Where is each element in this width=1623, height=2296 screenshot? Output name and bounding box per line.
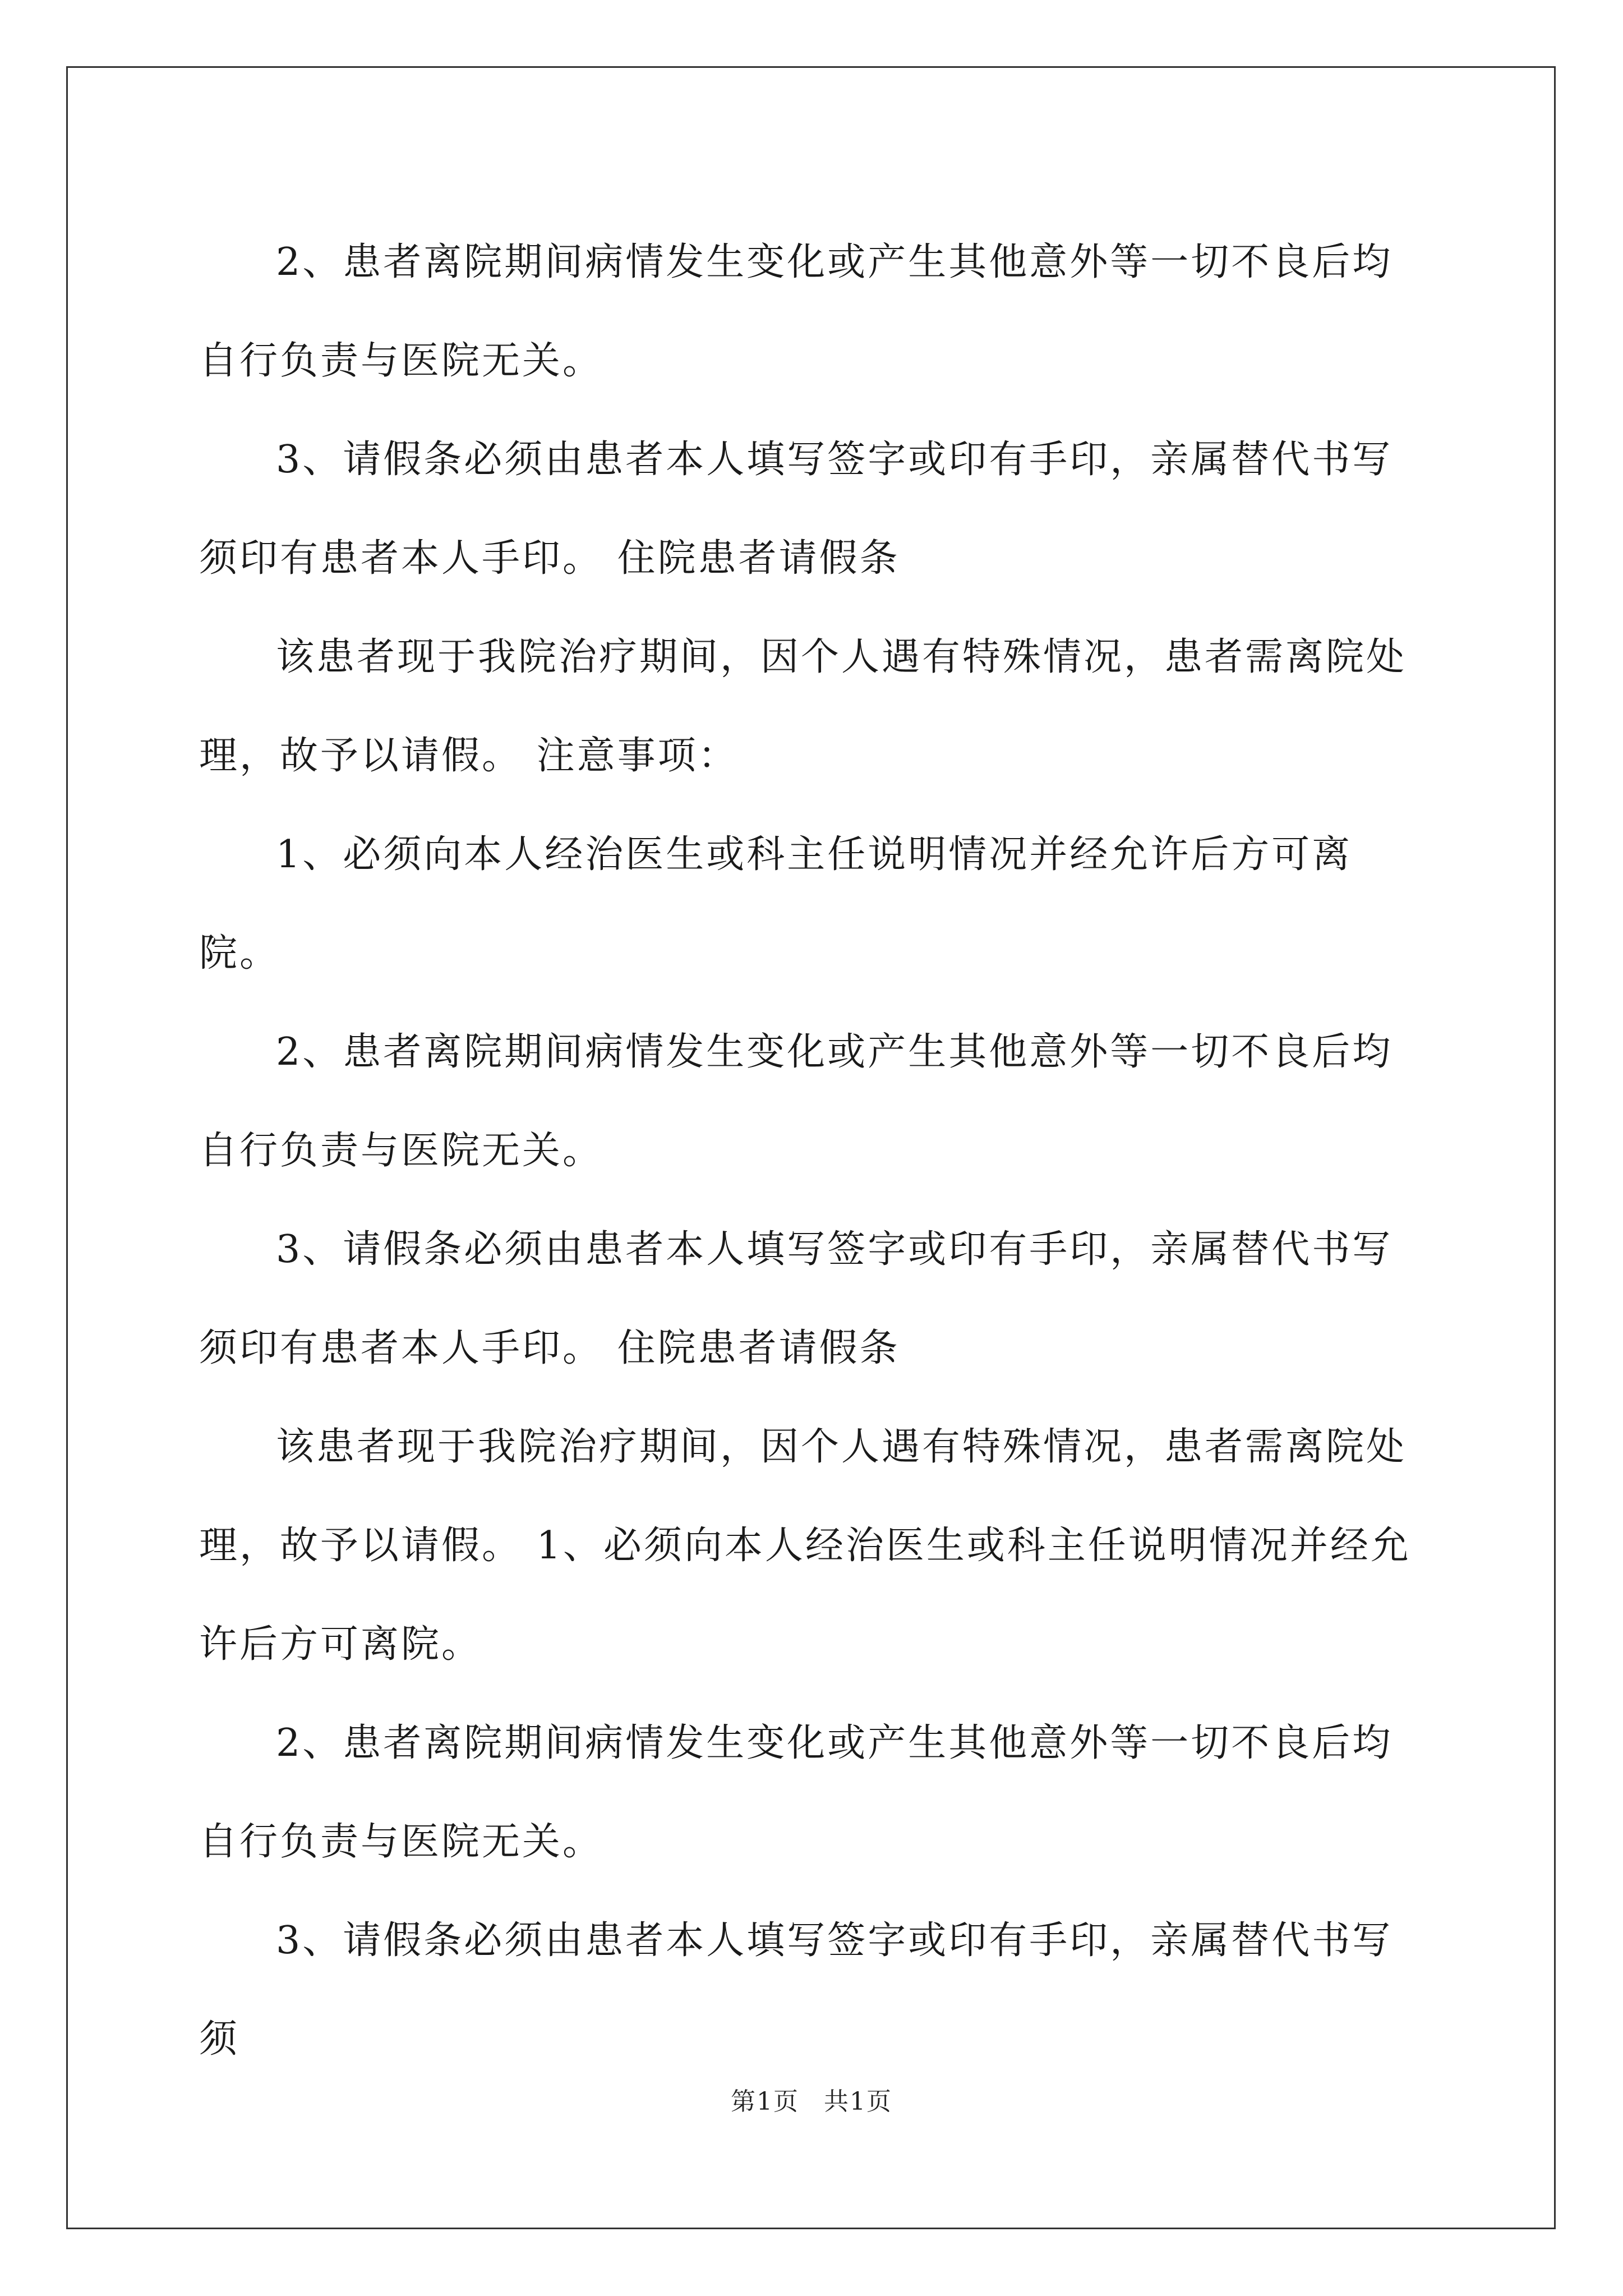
page-number-current: 第1页 [731, 2087, 799, 2116]
document-body [199, 213, 1433, 2089]
paragraph: 2、患者离院期间病情发生变化或产生其他意外等一切不良后均自行负责与医院无关。 [199, 1721, 1393, 1864]
page-number-total: 共1页 [824, 2087, 892, 2116]
paragraph: 该患者现于我院治疗期间，因个人遇有特殊情况，患者需离院处理，故予以请假。 注意事项： [199, 635, 1407, 778]
page-footer [0, 2081, 1623, 2117]
paragraph: 该患者现于我院治疗期间，因个人遇有特殊情况，患者需离院处理，故予以请假。 1、必须向本人经治医生或科主任说明情况并经允许后方可离院。 [199, 1425, 1411, 1667]
paragraph: 3、请假条必须由患者本人填写签字或印有手印，亲属替代书写须印有患者本人手印。 住院患者请假条 [199, 1227, 1393, 1370]
paragraph: 3、请假条必须由患者本人填写签字或印有手印，亲属替代书写须 [199, 1918, 1393, 2062]
paragraph: 1、必须向本人经治医生或科主任说明情况并经允许后方可离院。 [199, 832, 1353, 976]
paragraph: 2、患者离院期间病情发生变化或产生其他意外等一切不良后均自行负责与医院无关。 [199, 240, 1393, 383]
paragraph: 3、请假条必须由患者本人填写签字或印有手印，亲属替代书写须印有患者本人手印。 住院患者请假条 [199, 438, 1393, 581]
paragraph: 2、患者离院期间病情发生变化或产生其他意外等一切不良后均自行负责与医院无关。 [199, 1030, 1393, 1173]
